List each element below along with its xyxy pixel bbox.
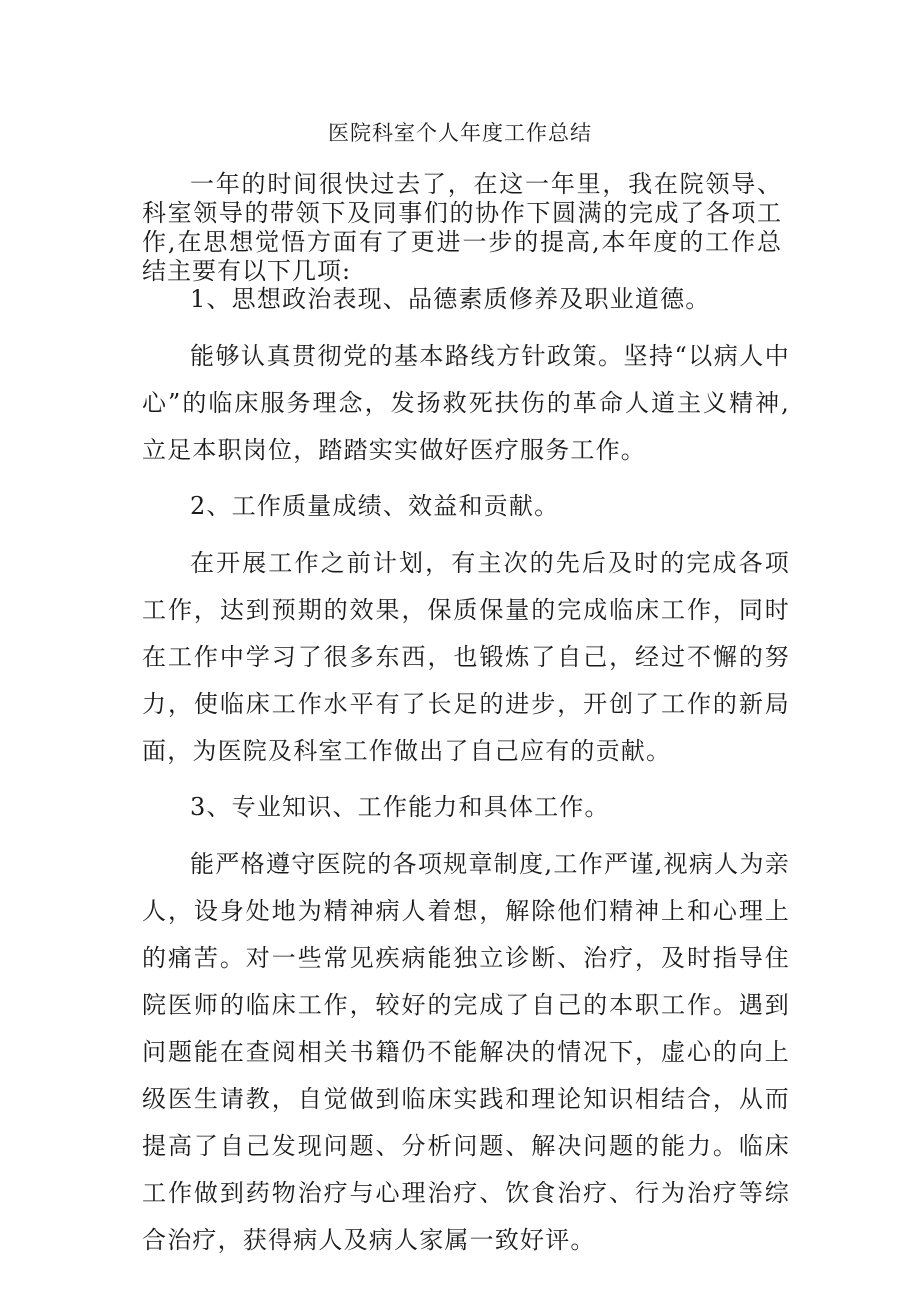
- intro-paragraph: 一年的时间很快过去了，在这一年里，我在院领导、科室领导的带领下及同事们的协作下圆满的完成了各项工作,在思想觉悟方面有了更进一步的提高,本年度的工作总结主要有以下几项:: [142, 170, 782, 285]
- section-heading-1: 1、思想政治表现、品德素质修养及职业道德。: [190, 285, 711, 313]
- section-heading-3: 3、专业知识、工作能力和具体工作。: [190, 793, 610, 821]
- section-paragraph-3: 能严格遵守医院的各项规章制度,工作严谨,视病人为亲人，设身处地为精神病人着想，解除他们精神上和心理上的痛苦。对一些常见疾病能独立诊断、治疗，及时指导住院医师的临床工作，较好的完成了自己的本职工作。遇到问题能在查阅相关书籍仍不能解决的情况下，虚心的向上级医生请教，自觉做到临床实践和理论知识相结合，从而提高了自己发现问题、分析问题、解决问题的能力。临床工作做到药物治疗与心理治疗、饮食治疗、行为治疗等综合治疗，获得病人及病人家属一致好评。: [142, 849, 790, 1254]
- document-body: [142, 276, 790, 1273]
- section-paragraph-1: 能够认真贯彻党的基本路线方针政策。坚持“以病人中心”的临床服务理念，发扬救死扶伤的革命人道主义精神,立足本职岗位，踏踏实实做好医疗服务工作。: [142, 341, 790, 464]
- section-paragraph-2: 在开展工作之前计划，有主次的先后及时的完成各项工作，达到预期的效果，保质保量的完成临床工作，同时在工作中学习了很多东西，也锻炼了自己，经过不懈的努力，使临床工作水平有了长足的进步，开创了工作的新局面，为医院及科室工作做出了自己应有的贡献。: [142, 548, 790, 765]
- section-heading-2: 2、工作质量成绩、效益和贡献。: [190, 492, 560, 520]
- document-title: 医院科室个人年度工作总结: [328, 121, 592, 145]
